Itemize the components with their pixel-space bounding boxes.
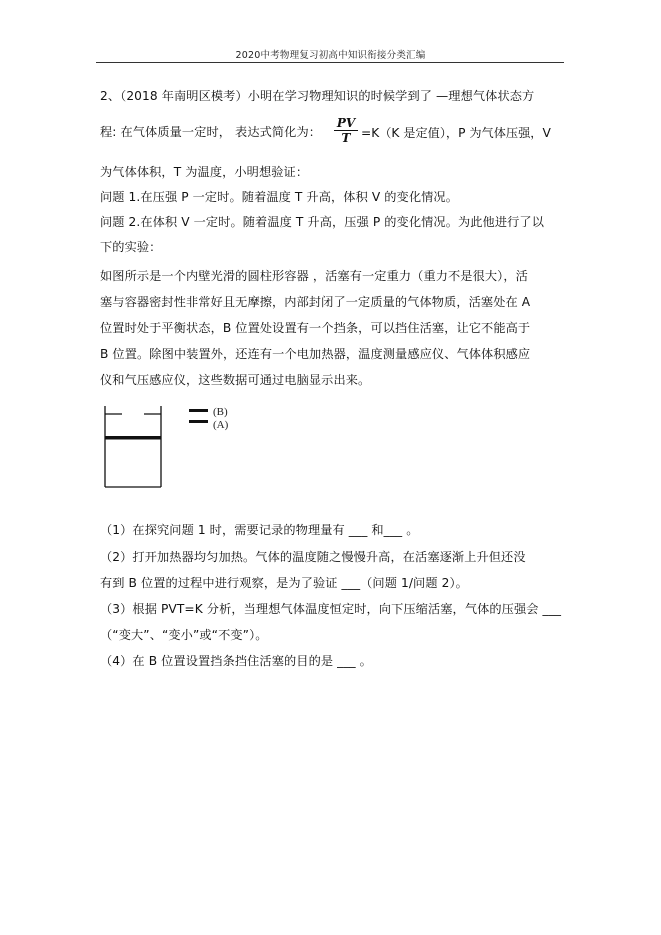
question-2-line-2: 有到 B 位置的过程中进行观察，是为了验证 ___（问题 1/问题 2）。 [100, 576, 468, 590]
problem-line-3: 为气体体积，T 为温度，小明想验证： [100, 165, 309, 179]
problem-line-7: 如图所示是一个内壁光滑的圆柱形容器 ，活塞有一定重力（重力不是很大），活 [100, 269, 528, 283]
legend-mark-b [189, 409, 208, 412]
question-4: （4）在 B 位置设置挡条挡住活塞的目的是 ___ 。 [100, 654, 372, 668]
legend-mark-a [189, 420, 208, 423]
gas-law-formula [333, 116, 359, 145]
question-1: （1）在探究问题 1 时，需要记录的物理量有 ___ 和___ 。 [100, 523, 419, 537]
problem-line-6: 下的实验： [100, 240, 162, 254]
question-2-line-1: （2）打开加热器均匀加热。气体的温度随之慢慢升高，在活塞逐渐上升但还没 [100, 550, 526, 564]
cylinder-diagram [100, 404, 270, 496]
page-header: 2020中考物理复习初高中知识衔接分类汇编 [235, 50, 426, 61]
problem-line-1: 2、（2018 年南明区模考）小明在学习物理知识的时候学到了 —理想气体状态方 [100, 89, 535, 103]
piston [105, 436, 161, 440]
question-3-line-1: （3）根据 PVT=K 分析，当理想气体温度恒定时，向下压缩活塞，气体的压强会 ___ [100, 602, 562, 616]
problem-line-8: 塞与容器密封性非常好且无摩擦，内部封闭了一定质量的气体物质，活塞处在 A [100, 295, 531, 309]
header-divider [96, 62, 564, 63]
formula-numerator: PV [336, 116, 356, 130]
problem-line-2-suffix: =K（K 是定值），P 为气体压强，V [361, 126, 551, 140]
problem-line-5: 问题 2.在体积 V 一定时。随着温度 T 升高，压强 P 的变化情况。为此他进行了以 [100, 215, 544, 229]
problem-line-10: B 位置。除图中装置外，还连有一个电加热器，温度测量感应仪、气体体积感应 [100, 347, 531, 361]
legend-label-a: (A) [213, 419, 229, 431]
problem-line-4: 问题 1.在压强 P 一定时。随着温度 T 升高，体积 V 的变化情况。 [100, 190, 458, 204]
problem-line-9: 位置时处于平衡状态，B 位置处设置有一个挡条，可以挡住活塞，让它不能高于 [100, 321, 531, 335]
problem-line-11: 仪和气压感应仪，这些数据可通过电脑显示出来。 [100, 373, 371, 387]
formula-denominator: T [341, 131, 351, 145]
legend-label-b: (B) [213, 406, 228, 418]
problem-line-2-prefix: 程: 在气体质量一定时， 表达式简化为： [100, 125, 322, 139]
question-3-line-2: （“变大”、“变小”或“不变”）。 [100, 628, 268, 642]
